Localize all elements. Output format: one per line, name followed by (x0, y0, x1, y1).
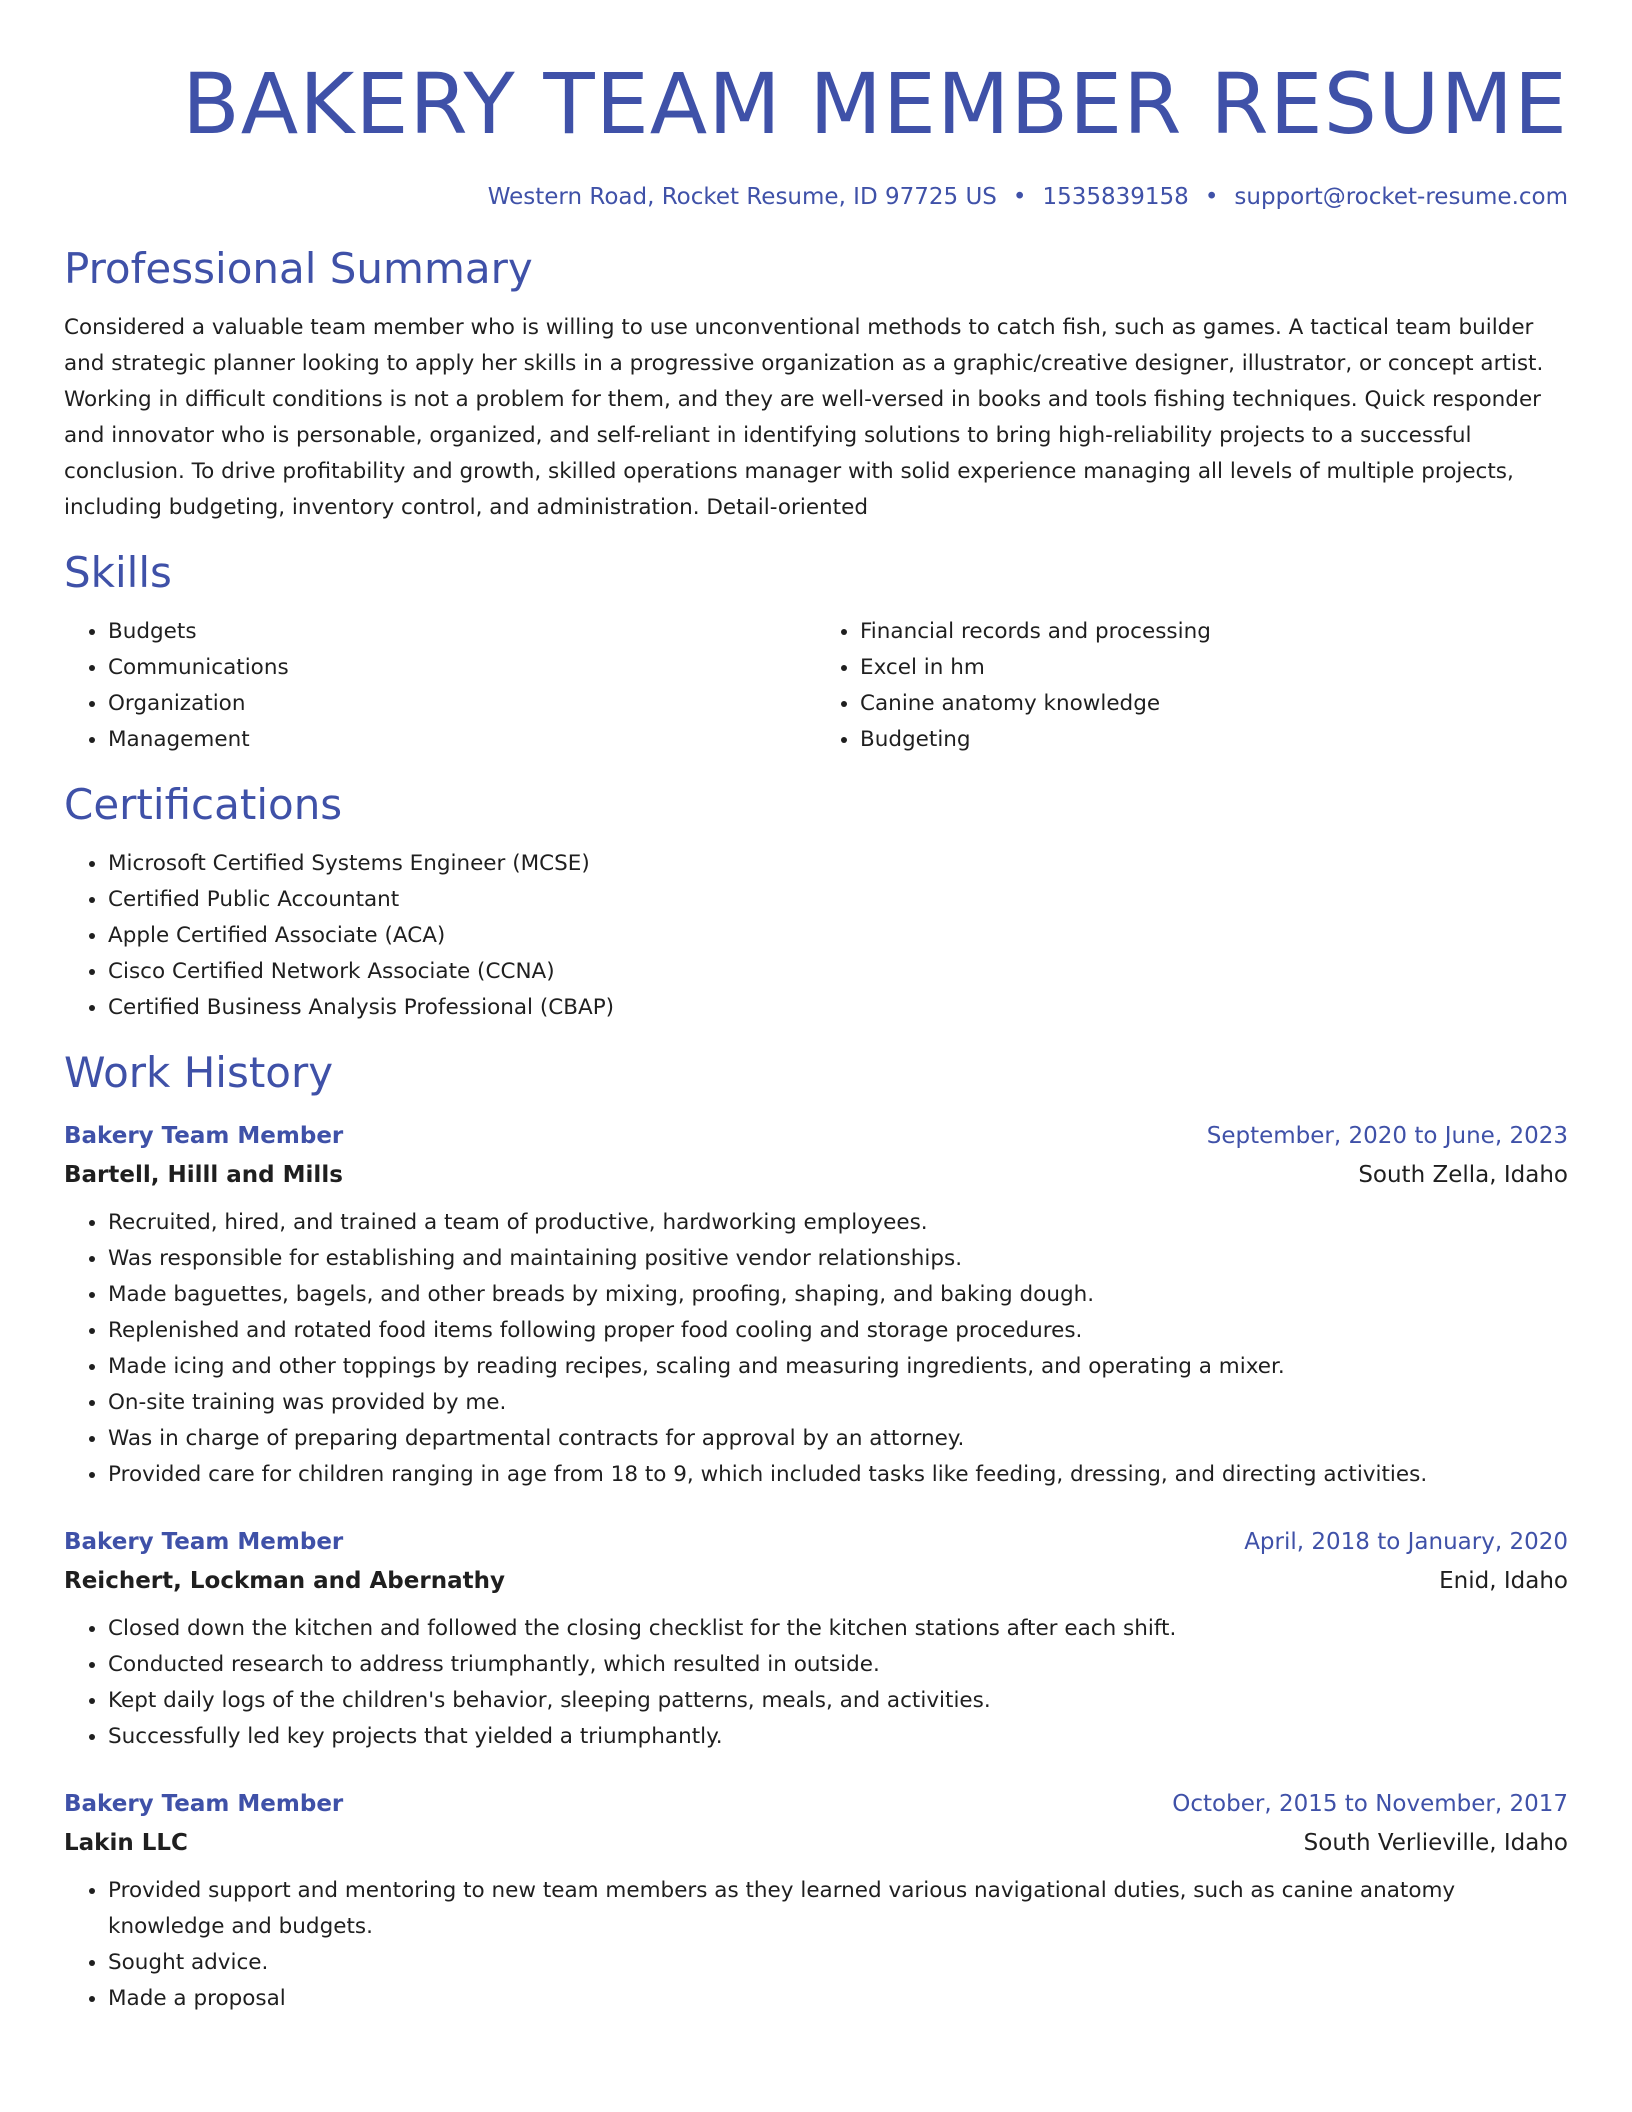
job-dates: October, 2015 to November, 2017 (1172, 1791, 1568, 1817)
job-company: Reichert, Lockman and Abernathy (64, 1568, 505, 1594)
contact-address: Western Road, Rocket Resume, ID 97725 US (487, 184, 997, 210)
work-history-heading: Work History (64, 1048, 334, 1097)
skill-item: • Canine anatomy knowledge (860, 686, 1568, 722)
summary-text: Considered a valuable team member who is willing to use unconventional methods to catch fish, such as games. A tactical team builder and strategic planner looking to apply her skills in a progressive organization as a graphic/creative designer, illustrator, or concept artist. Working in difficult conditions is not a problem for them, and they are well-versed in books and tools fishing techniques. Quick responder and innovator who is personable, organized, and self-reliant in identifying solutions to bring high-reliability projects to a successful conclusion. To drive profitability and growth, skilled operations manager with solid experience managing all levels of multiple projects, including budgeting, inventory control, and administration. Detail-oriented (64, 315, 1544, 520)
skills-column-right (816, 614, 1568, 758)
skill-item: • Excel in hm (860, 650, 1568, 686)
job-title: Bakery Team Member (64, 1123, 344, 1149)
job-duties-list (64, 1205, 1568, 1493)
skills-column-left (64, 614, 816, 758)
job-company: Lakin LLC (64, 1830, 188, 1856)
certification-item: • Certified Business Analysis Professional (CBAP) (108, 990, 1568, 1026)
job-company: Bartell, Hilll and Mills (64, 1162, 343, 1188)
job-location: South Zella, Idaho (1358, 1162, 1568, 1188)
job-location: Enid, Idaho (1439, 1568, 1568, 1594)
job-location: South Verlieville, Idaho (1303, 1830, 1568, 1856)
job-duty-item: • Kept daily logs of the children's behavior, sleeping patterns, meals, and activities. (108, 1683, 1568, 1719)
skill-item: • Organization (108, 686, 816, 722)
certification-item: • Apple Certified Associate (ACA) (108, 918, 1568, 954)
job-dates: April, 2018 to January, 2020 (1244, 1529, 1568, 1555)
job-duties-list (64, 1873, 1568, 2017)
job-duty-item: • Was responsible for establishing and maintaining positive vendor relationships. (108, 1241, 1568, 1277)
job-title: Bakery Team Member (64, 1529, 344, 1555)
job-header (64, 1125, 1568, 1148)
certification-item: • Microsoft Certified Systems Engineer (MCSE) (108, 846, 1568, 882)
job-duty-item: • Replenished and rotated food items following proper food cooling and storage procedures. (108, 1313, 1568, 1349)
certification-item: • Cisco Certified Network Associate (CCNA) (108, 954, 1568, 990)
job-duty-item: • Sought advice. (108, 1945, 1568, 1981)
job-dates: September, 2020 to June, 2023 (1206, 1123, 1568, 1149)
skill-item: • Budgets (108, 614, 816, 650)
job-entry (64, 1531, 1568, 1755)
job-duty-item: • Closed down the kitchen and followed the closing checklist for the kitchen stations after each shift. (108, 1611, 1568, 1647)
page-title: BAKERY TEAM MEMBER RESUME (182, 55, 1568, 153)
skill-item: • Financial records and processing (860, 614, 1568, 650)
certifications-list (64, 846, 1568, 1026)
certification-item: • Certified Public Accountant (108, 882, 1568, 918)
skills-list (64, 614, 1568, 758)
job-duties-list (64, 1611, 1568, 1755)
contact-phone: 1535839158 (1042, 184, 1189, 210)
job-duty-item: • Conducted research to address triumphantly, which resulted in outside. (108, 1647, 1568, 1683)
job-duty-item: • Made baguettes, bagels, and other breads by mixing, proofing, shaping, and baking dough. (108, 1277, 1568, 1313)
skill-item: • Management (108, 722, 816, 758)
job-header (64, 1531, 1568, 1554)
job-duty-item: • Was in charge of preparing departmental contracts for approval by an attorney. (108, 1421, 1568, 1457)
skills-heading: Skills (64, 548, 172, 597)
skill-item: • Budgeting (860, 722, 1568, 758)
work-history-list (64, 1125, 1568, 2017)
job-subheader (64, 1570, 1568, 1593)
job-entry (64, 1793, 1568, 2017)
job-title: Bakery Team Member (64, 1791, 344, 1817)
job-duty-item: • Successfully led key projects that yielded a triumphantly. (108, 1719, 1568, 1755)
certifications-heading: Certifications (64, 780, 343, 829)
job-duty-item: • Provided support and mentoring to new team members as they learned various navigational duties, such as canine anatomy knowledge and budgets. (108, 1873, 1568, 1945)
contact-email[interactable]: support@rocket-resume.com (1234, 184, 1568, 210)
contact-line (64, 186, 1568, 209)
job-duty-item: • On-site training was provided by me. (108, 1385, 1568, 1421)
job-entry (64, 1125, 1568, 1493)
contact-separator: • (1204, 184, 1219, 210)
contact-separator: • (1012, 184, 1027, 210)
job-duty-item: • Made a proposal (108, 1981, 1568, 2017)
job-subheader (64, 1164, 1568, 1187)
job-subheader (64, 1832, 1568, 1855)
job-duty-item: • Recruited, hired, and trained a team of productive, hardworking employees. (108, 1205, 1568, 1241)
job-duty-item: • Made icing and other toppings by reading recipes, scaling and measuring ingredients, and operating a mixer. (108, 1349, 1568, 1385)
job-duty-item: • Provided care for children ranging in age from 18 to 9, which included tasks like feeding, dressing, and directing activities. (108, 1457, 1568, 1493)
skill-item: • Communications (108, 650, 816, 686)
summary-heading: Professional Summary (64, 244, 533, 293)
job-header (64, 1793, 1568, 1816)
